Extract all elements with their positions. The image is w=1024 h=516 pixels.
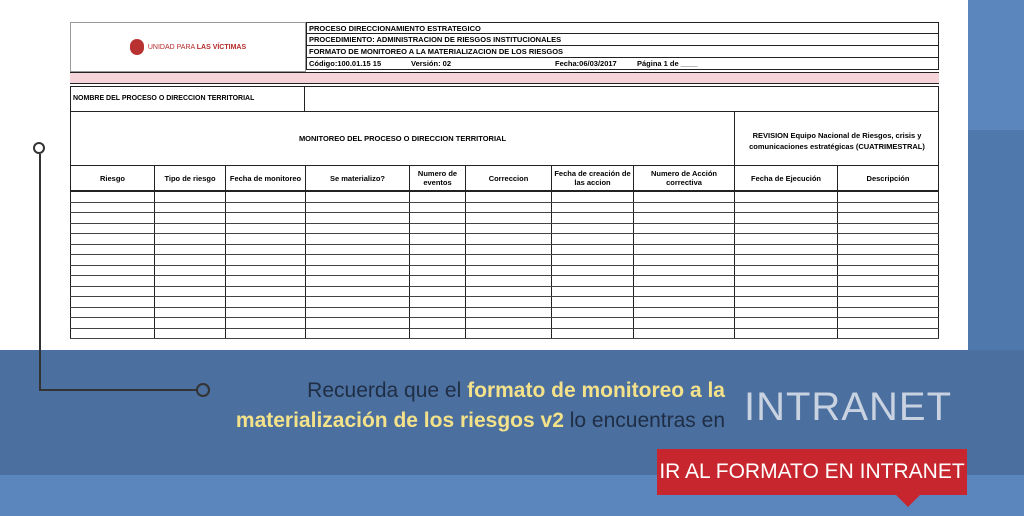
header-format: FORMATO DE MONITOREO A LA MATERIALIZACION DE LOS RIESGOS	[306, 46, 939, 58]
table-cell	[551, 213, 633, 223]
table-cell	[225, 213, 305, 223]
table-row	[70, 308, 939, 319]
table-cell	[837, 203, 939, 213]
table-cell	[409, 203, 465, 213]
table-cell	[154, 203, 225, 213]
table-row	[70, 318, 939, 329]
table-cell	[225, 329, 305, 339]
table-cell	[551, 255, 633, 265]
message-highlight1: formato de monitoreo a la	[467, 379, 725, 402]
table-cell	[305, 213, 409, 223]
table-cell	[734, 308, 837, 318]
monitoring-title: MONITOREO DEL PROCESO O DIRECCION TERRITORIAL	[71, 112, 735, 165]
table-cell	[551, 203, 633, 213]
table-cell	[225, 318, 305, 328]
table-cell	[734, 297, 837, 307]
reminder-message	[195, 376, 725, 436]
form-header	[306, 22, 939, 70]
table-cell	[225, 266, 305, 276]
table-cell	[154, 318, 225, 328]
col-numero-eventos: Numero de eventos	[409, 166, 465, 190]
table-cell	[633, 287, 734, 297]
table-cell	[409, 297, 465, 307]
table-cell	[154, 234, 225, 244]
review-title	[735, 112, 939, 165]
col-fecha-ejecucion: Fecha de Ejecución	[734, 166, 837, 190]
table-row	[70, 276, 939, 287]
right-band-lower	[968, 130, 1024, 350]
table-cell	[409, 224, 465, 234]
col-descripcion: Descripción	[837, 166, 939, 190]
table-row	[70, 266, 939, 277]
table-cell	[70, 255, 154, 265]
table-cell	[409, 318, 465, 328]
col-materializo: Se materializo?	[305, 166, 409, 190]
table-cell	[409, 287, 465, 297]
pagina: Página 1 de ____	[637, 59, 698, 68]
table-cell	[551, 308, 633, 318]
header-process: PROCESO DIRECCIONAMIENTO ESTRATEGICO	[306, 22, 939, 34]
table-cell	[70, 266, 154, 276]
message-part2: lo encuentras en	[563, 409, 725, 432]
table-cell	[70, 318, 154, 328]
table-cell	[633, 266, 734, 276]
table-cell	[225, 276, 305, 286]
table-cell	[837, 192, 939, 202]
table-cell	[633, 329, 734, 339]
grid-header	[70, 166, 939, 192]
table-cell	[70, 234, 154, 244]
table-cell	[305, 276, 409, 286]
logo-text-a: UNIDAD PARA	[147, 43, 197, 51]
process-label: NOMBRE DEL PROCESO O DIRECCION TERRITORIAL	[71, 87, 305, 111]
table-cell	[154, 287, 225, 297]
table-cell	[305, 234, 409, 244]
table-cell	[837, 224, 939, 234]
table-cell	[633, 255, 734, 265]
table-cell	[154, 245, 225, 255]
table-cell	[225, 192, 305, 202]
table-cell	[225, 308, 305, 318]
table-cell	[225, 224, 305, 234]
table-cell	[409, 266, 465, 276]
table-cell	[551, 192, 633, 202]
table-cell	[734, 318, 837, 328]
codigo: Código:100.01.15 15	[309, 59, 382, 68]
table-cell	[305, 266, 409, 276]
table-cell	[154, 266, 225, 276]
table-cell	[837, 276, 939, 286]
table-cell	[305, 203, 409, 213]
table-cell	[734, 329, 837, 339]
table-cell	[70, 203, 154, 213]
table-cell	[465, 255, 551, 265]
table-cell	[305, 308, 409, 318]
table-cell	[70, 287, 154, 297]
review-title-line1: REVISION Equipo Nacional de Riesgos, crisis y	[752, 131, 922, 140]
table-cell	[409, 276, 465, 286]
table-cell	[551, 297, 633, 307]
monitoring-row	[70, 112, 939, 166]
table-cell	[70, 213, 154, 223]
table-cell	[70, 192, 154, 202]
coat-of-arms-icon	[130, 39, 144, 55]
table-row	[70, 255, 939, 266]
monitoring-form-image	[70, 22, 939, 332]
table-cell	[225, 287, 305, 297]
table-cell	[305, 192, 409, 202]
table-cell	[837, 318, 939, 328]
table-cell	[225, 203, 305, 213]
table-cell	[633, 192, 734, 202]
table-cell	[633, 203, 734, 213]
table-cell	[633, 213, 734, 223]
table-cell	[551, 318, 633, 328]
table-cell	[633, 297, 734, 307]
table-cell	[154, 308, 225, 318]
table-cell	[633, 276, 734, 286]
table-cell	[305, 287, 409, 297]
intranet-heading: INTRANET	[744, 385, 952, 429]
table-cell	[305, 245, 409, 255]
message-part1: Recuerda que el	[307, 379, 468, 402]
button-pointer	[896, 495, 920, 507]
table-cell	[734, 255, 837, 265]
table-cell	[465, 297, 551, 307]
table-cell	[633, 308, 734, 318]
table-cell	[70, 308, 154, 318]
table-cell	[465, 234, 551, 244]
table-cell	[465, 329, 551, 339]
logo-text-b: LAS VÍCTIMAS	[196, 43, 247, 51]
table-cell	[465, 308, 551, 318]
table-row	[70, 245, 939, 256]
grid-rows	[70, 192, 939, 339]
table-cell	[633, 318, 734, 328]
table-cell	[633, 224, 734, 234]
table-cell	[225, 245, 305, 255]
table-cell	[465, 266, 551, 276]
table-cell	[837, 234, 939, 244]
table-cell	[837, 287, 939, 297]
table-cell	[551, 245, 633, 255]
table-cell	[837, 255, 939, 265]
monitoring-grid	[70, 166, 939, 339]
table-row	[70, 297, 939, 308]
table-cell	[465, 276, 551, 286]
table-cell	[225, 297, 305, 307]
table-cell	[734, 276, 837, 286]
table-cell	[551, 224, 633, 234]
table-row	[70, 224, 939, 235]
table-cell	[154, 329, 225, 339]
table-cell	[734, 192, 837, 202]
table-cell	[551, 234, 633, 244]
table-cell	[551, 266, 633, 276]
table-row	[70, 213, 939, 224]
review-title-line2: comunicaciones estratégicas (CUATRIMESTRAL)	[749, 142, 925, 151]
table-cell	[734, 203, 837, 213]
header-procedure: PROCEDIMIENTO: ADMINISTRACION DE RIESGOS INSTITUCIONALES	[306, 34, 939, 46]
table-cell	[837, 297, 939, 307]
table-cell	[305, 255, 409, 265]
pink-strip	[70, 72, 939, 84]
table-cell	[70, 297, 154, 307]
table-cell	[409, 308, 465, 318]
table-cell	[305, 318, 409, 328]
table-row	[70, 329, 939, 340]
table-cell	[837, 266, 939, 276]
table-cell	[305, 297, 409, 307]
table-cell	[465, 318, 551, 328]
table-cell	[551, 287, 633, 297]
table-cell	[409, 255, 465, 265]
table-cell	[154, 213, 225, 223]
process-row	[70, 86, 939, 112]
col-numero-accion: Numero de Acción correctiva	[633, 166, 734, 190]
col-fecha-creacion: Fecha de creación de las accion	[551, 166, 633, 190]
version: Versión: 02	[411, 59, 452, 68]
connector-horizontal-line	[39, 389, 197, 391]
table-cell	[154, 297, 225, 307]
table-cell	[409, 234, 465, 244]
table-cell	[305, 224, 409, 234]
table-cell	[154, 192, 225, 202]
table-cell	[409, 192, 465, 202]
table-cell	[551, 329, 633, 339]
table-cell	[154, 255, 225, 265]
table-cell	[837, 308, 939, 318]
connector-vertical-line	[39, 154, 41, 389]
table-cell	[225, 234, 305, 244]
logo	[70, 22, 306, 72]
go-to-intranet-button[interactable]: IR AL FORMATO EN INTRANET	[657, 449, 967, 495]
table-cell	[465, 213, 551, 223]
table-cell	[837, 329, 939, 339]
table-row	[70, 203, 939, 214]
table-cell	[633, 245, 734, 255]
table-cell	[837, 213, 939, 223]
table-cell	[70, 245, 154, 255]
right-band	[968, 0, 1024, 130]
message-highlight2: materialización de los riesgos v2	[235, 409, 564, 432]
table-cell	[154, 224, 225, 234]
table-cell	[734, 234, 837, 244]
table-cell	[225, 255, 305, 265]
table-cell	[70, 224, 154, 234]
table-cell	[734, 287, 837, 297]
table-cell	[465, 192, 551, 202]
table-cell	[305, 329, 409, 339]
col-tipo: Tipo de riesgo	[154, 166, 225, 190]
table-cell	[633, 234, 734, 244]
table-cell	[465, 245, 551, 255]
col-fecha-monitoreo: Fecha de monitoreo	[225, 166, 305, 190]
fecha: Fecha:06/03/2017	[555, 59, 617, 68]
table-cell	[734, 266, 837, 276]
table-row	[70, 287, 939, 298]
table-cell	[734, 213, 837, 223]
table-cell	[409, 245, 465, 255]
table-cell	[70, 329, 154, 339]
table-cell	[70, 276, 154, 286]
table-cell	[837, 245, 939, 255]
table-cell	[551, 276, 633, 286]
table-cell	[409, 213, 465, 223]
table-cell	[465, 287, 551, 297]
connector-circle-top	[33, 142, 45, 154]
table-row	[70, 234, 939, 245]
table-row	[70, 192, 939, 203]
table-cell	[734, 245, 837, 255]
header-meta	[306, 58, 939, 70]
col-riesgo: Riesgo	[70, 166, 154, 190]
col-correccion: Correccion	[465, 166, 551, 190]
table-cell	[734, 224, 837, 234]
table-cell	[154, 276, 225, 286]
table-cell	[465, 224, 551, 234]
table-cell	[465, 203, 551, 213]
table-cell	[409, 329, 465, 339]
